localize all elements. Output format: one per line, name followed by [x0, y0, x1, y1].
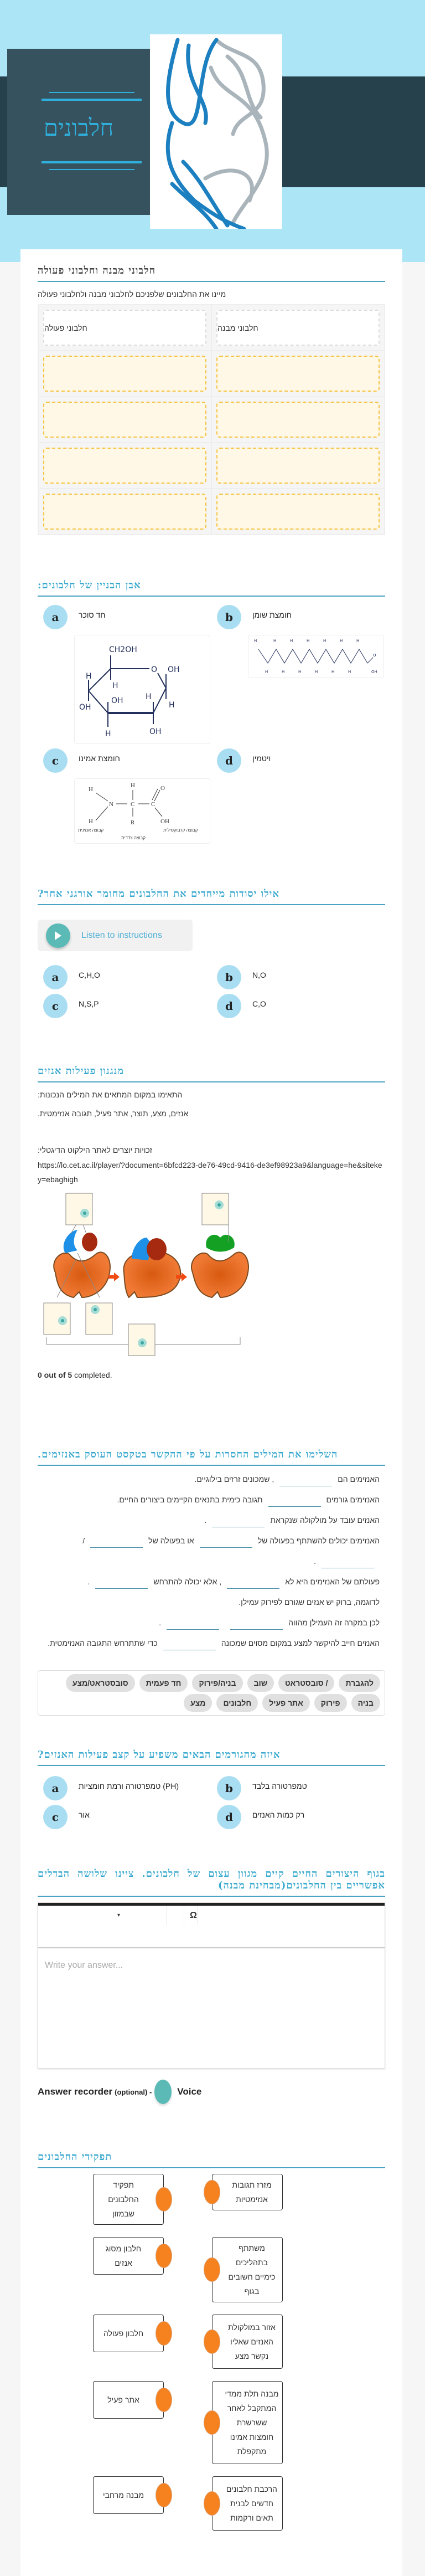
substrate-blue: [64, 1230, 77, 1253]
cloze-text-segment: פעולתם של האנזימים היא לא: [285, 1577, 380, 1586]
connector-handle[interactable]: [156, 2244, 172, 2268]
header-banner: [0, 0, 425, 262]
blank-input[interactable]: [268, 1494, 321, 1507]
sort-grid: [38, 304, 385, 535]
connector-handle[interactable]: [156, 2321, 172, 2346]
match-row: [38, 2174, 385, 2225]
chevron-down-icon: ▾: [117, 1912, 121, 1918]
option-label: אור: [79, 1810, 90, 1819]
option-label: רק כמות האנזים: [252, 1810, 305, 1819]
option-label: חומצת אמינו: [79, 754, 120, 763]
enzyme-shape: [54, 1252, 110, 1297]
svg-text:H: H: [146, 692, 152, 701]
recorder-optional: (optional) -: [115, 2087, 152, 2096]
match-right-wrapper: [212, 2174, 283, 2210]
word-chip[interactable]: בניה: [351, 1694, 380, 1712]
word-chip[interactable]: פירוק: [314, 1694, 347, 1712]
match-right-wrapper: [212, 2237, 283, 2302]
format-dropdown[interactable]: [38, 1906, 167, 1925]
play-icon: [46, 923, 70, 948]
toolbar-spacer: [167, 1906, 184, 1925]
svg-text:H: H: [89, 786, 93, 793]
option-c[interactable]: [38, 994, 211, 1018]
option-b[interactable]: [211, 965, 385, 989]
drop-zone[interactable]: [216, 402, 380, 438]
side-group-label: קבוצה צדדית: [121, 835, 146, 840]
cloze-text-segment: .: [204, 1516, 207, 1525]
match-row: [38, 2381, 385, 2464]
option-label: ויטמין: [252, 754, 271, 763]
blank-input[interactable]: [230, 1617, 283, 1630]
svg-text:H: H: [298, 670, 302, 674]
option-d[interactable]: [211, 748, 385, 844]
option-letter: c: [43, 748, 68, 773]
cloze-line: [38, 1469, 385, 1490]
option-label: טמפרטורה בלבד: [252, 1782, 307, 1790]
option-a[interactable]: [38, 605, 211, 744]
word-bank: [38, 1670, 385, 1716]
match-row: [38, 2237, 385, 2302]
section-title: השלימו את המילים החסרות על פי ההקשר בטקסט העוסק באנזימים.: [38, 1449, 385, 1466]
option-label: C,O: [252, 999, 266, 1008]
svg-text:H: H: [348, 670, 351, 674]
cloze-text-segment: האנזים עובד על מולקולה שנקראת: [270, 1516, 380, 1525]
drop-zone[interactable]: [43, 448, 206, 484]
cloze-text: [38, 1469, 385, 1654]
svg-text:H: H: [112, 681, 118, 690]
svg-text:O: O: [160, 785, 165, 792]
word-chip[interactable]: / סובסטראט: [278, 1674, 334, 1692]
svg-text:H: H: [331, 670, 335, 674]
match-left-wrapper: [93, 2237, 164, 2275]
svg-text:OH: OH: [79, 703, 91, 712]
title-panel: [7, 49, 150, 215]
match-right-wrapper: [212, 2315, 283, 2369]
amino-acid-image: [74, 778, 210, 844]
connector-handle[interactable]: [156, 2187, 172, 2211]
match-item-left[interactable]: חלבון פעולה: [93, 2315, 164, 2352]
connector-handle[interactable]: [156, 2483, 172, 2507]
section-title: תפקידי החלבונים: [38, 2151, 385, 2168]
cloze-text-segment: .: [314, 1557, 316, 1566]
svg-text:H: H: [273, 639, 277, 643]
svg-text:H: H: [307, 639, 310, 643]
source-link[interactable]: https://lo.cet.ac.il/player/?document=6bfcd223-de76-49cd-9416-de3ef98923a9&language=he&sitekey=ebaghigh: [38, 1161, 382, 1184]
svg-text:OH: OH: [111, 696, 123, 705]
cloze-line: [38, 1490, 385, 1510]
cloze-text-segment: האנזימים יכולים להשתתף בפעולה של: [257, 1536, 380, 1545]
instruction: מיינו את החלבונים שלפניכם לחלבוני מבנה ולחלבוני פעולה: [38, 290, 226, 299]
word-chip[interactable]: שוב: [247, 1674, 274, 1692]
option-label: חומצת שומן: [252, 610, 292, 619]
cloze-text-segment: האנזימים גורמים: [326, 1495, 380, 1504]
cloze-line: [38, 1531, 385, 1572]
matching-area: [38, 2174, 385, 2554]
cloze-text-segment: .: [87, 1577, 90, 1586]
match-item-left[interactable]: אתר פעיל: [93, 2381, 164, 2419]
svg-text:H: H: [323, 639, 326, 643]
drop-zone[interactable]: [216, 448, 380, 484]
blank-input[interactable]: [95, 1576, 148, 1589]
cloze-text-segment: .: [159, 1618, 162, 1627]
cloze-text-segment: תגובה כימית בתנאים הקיימים ביצורים החיים.: [117, 1495, 263, 1504]
match-left-wrapper: [93, 2174, 164, 2225]
svg-text:H: H: [290, 639, 293, 643]
section-title: איזה מהגורמים הבאים משפיע על קצב פעילות האנזים?: [38, 1749, 385, 1766]
option-letter: d: [217, 748, 241, 773]
cloze-section: [38, 1449, 385, 1716]
match-left-wrapper: [93, 2315, 164, 2352]
cloze-line: [38, 1572, 385, 1592]
svg-text:H: H: [265, 670, 268, 674]
page-title: חלבונים: [43, 114, 114, 141]
word-chip[interactable]: אתר פעיל: [262, 1694, 310, 1712]
record-button[interactable]: [154, 2080, 172, 2104]
option-letter: b: [217, 605, 241, 629]
match-item-left[interactable]: תפקיד החלבונים שבמזון: [93, 2174, 164, 2225]
svg-text:OH: OH: [168, 665, 180, 674]
option-label: C,H,O: [79, 971, 100, 979]
match-item-right[interactable]: משתתף בתהליכים כימיים חשובים בגוף: [212, 2237, 283, 2302]
substrate-red: [82, 1233, 97, 1251]
option-label: (PH) טמפרטורה ורמת חומציות: [79, 1782, 179, 1790]
blank-input[interactable]: [212, 1514, 265, 1527]
word-chip[interactable]: חד פעמית: [139, 1674, 188, 1692]
option-a[interactable]: [38, 965, 211, 989]
option-letter: a: [43, 1776, 68, 1800]
svg-text:C: C: [151, 801, 156, 808]
cloze-line: [38, 1633, 385, 1654]
blank-input[interactable]: [90, 1535, 143, 1548]
section-title: אילו יסודות מייחדים את החלבונים מחומר אורגני אחר?: [38, 888, 385, 905]
match-left-wrapper: [93, 2381, 164, 2419]
option-letter: b: [217, 1776, 241, 1800]
match-item-right[interactable]: אזור במולקולת האנזים שאליו נקשר מצע: [212, 2315, 283, 2369]
word-chip[interactable]: בניה/פירוק: [192, 1674, 242, 1692]
drop-target: [202, 1193, 229, 1225]
listen-button[interactable]: [38, 920, 193, 951]
column-header-action: חלבוני פעולה: [43, 310, 206, 346]
cloze-text-segment: או בפעולה של: [148, 1536, 194, 1545]
svg-text:OH: OH: [149, 727, 162, 736]
blank-input[interactable]: [322, 1555, 374, 1568]
svg-text:H: H: [89, 818, 93, 825]
voice-label: Voice: [177, 2086, 202, 2097]
connector-handle[interactable]: [204, 2491, 220, 2516]
open-question-section: [38, 1868, 385, 2104]
blank-input[interactable]: [279, 1473, 332, 1486]
section-title: מנגנון פעילות אנזים: [38, 1065, 385, 1082]
connector-handle[interactable]: [204, 2329, 220, 2354]
svg-text:H: H: [282, 670, 285, 674]
svg-text:OH: OH: [160, 818, 169, 825]
blank-input[interactable]: [163, 1637, 216, 1650]
building-blocks-section: [38, 579, 385, 844]
mechanism-section: [38, 1065, 385, 1379]
drop-zone[interactable]: [43, 494, 206, 530]
drop-zone[interactable]: [216, 494, 380, 530]
amine-label: קבוצה אמינית: [78, 828, 104, 833]
sugar-label: CH2OH: [109, 645, 137, 654]
section-title: אבן הבניין של חלבונים:: [38, 579, 385, 597]
cloze-line: [38, 1510, 385, 1531]
option-b[interactable]: [211, 605, 385, 744]
cloze-text-segment: , שמכונים זרזים בילוגיים.: [194, 1475, 274, 1484]
monosaccharide-image: [74, 635, 210, 744]
match-row: [38, 2476, 385, 2531]
option-d[interactable]: [211, 994, 385, 1018]
credit-text: זכויות יוצרים לאתר הילקוט הדיגטלי:: [38, 1146, 153, 1154]
section-title: בגוף היצורים החיים קיים מגוון עצום של חלבונים. ציינו שלושה הבדלים אפשריים בין החלבונים(מבחינת מבנה): [38, 1868, 385, 1897]
option-c[interactable]: [38, 1805, 211, 1829]
match-right-wrapper: [212, 2381, 283, 2464]
cloze-text-segment: האנזים חייב להיקשר למצע במקום מסוים שמכונה: [221, 1639, 380, 1648]
option-letter: c: [43, 994, 68, 1018]
match-item-left[interactable]: מבנה מרחבי: [93, 2476, 164, 2514]
carboxyl-label: קבוצה קרבוקסילית: [163, 828, 198, 833]
word-list: אנזים, מצע, תוצר, אתר פעיל, תגובה אנזימטית.: [38, 1109, 189, 1118]
option-letter: a: [43, 965, 68, 989]
match-left-wrapper: [93, 2476, 164, 2514]
drop-zone[interactable]: [216, 356, 380, 392]
svg-text:H: H: [131, 782, 135, 789]
cloze-text-segment: האנזימים הם: [338, 1475, 380, 1484]
section-title: חלבוני מבנה וחלבוני פעולה: [38, 265, 385, 282]
option-a[interactable]: [38, 1776, 211, 1800]
column-header-structure: חלבוני מבנה: [216, 310, 380, 346]
fatty-acid-image: [248, 635, 384, 678]
blank-input[interactable]: [227, 1576, 279, 1589]
protein-ribbon-image: [150, 34, 282, 229]
progress-count: 0 out of 5: [38, 1371, 72, 1379]
progress-text: [38, 1371, 385, 1379]
word-chip[interactable]: חלבונים: [216, 1694, 258, 1712]
rate-section: [38, 1749, 385, 1829]
svg-text:H: H: [315, 670, 318, 674]
enzyme-shape: [191, 1252, 248, 1297]
option-label: N,O: [252, 971, 266, 979]
answer-textarea[interactable]: Write your answer...: [38, 1947, 385, 2068]
cloze-text-segment: כדי שתתרחש התגובה האנזימטית.: [48, 1639, 158, 1648]
cloze-text-segment: /: [82, 1536, 85, 1545]
svg-text:N: N: [109, 801, 113, 808]
complex-red: [147, 1238, 167, 1260]
svg-text:H: H: [340, 639, 343, 643]
option-letter: d: [217, 994, 241, 1018]
connector-handle[interactable]: [204, 2180, 220, 2204]
cloze-line: [38, 1592, 385, 1613]
connector-handle[interactable]: [204, 2410, 220, 2435]
option-label: חד סוכר: [79, 610, 106, 619]
svg-text:C: C: [131, 801, 135, 808]
match-item-right[interactable]: מזרז תגובות אנזימטיות: [212, 2174, 283, 2210]
progress-label: completed.: [72, 1371, 112, 1379]
option-b[interactable]: [211, 1776, 385, 1800]
svg-text:H: H: [105, 730, 111, 738]
product-green: [206, 1235, 235, 1252]
worksheet-card: [20, 249, 402, 2576]
option-label: N,S,P: [79, 999, 99, 1008]
cloze-line: [38, 1613, 385, 1633]
connector-handle[interactable]: [156, 2388, 172, 2412]
svg-text:H: H: [169, 701, 175, 710]
match-item-right[interactable]: הרכבת חלבונים חדשים לבנית תאים ורקמות: [212, 2476, 283, 2531]
svg-text:O: O: [373, 653, 376, 658]
enzyme-diagram: [38, 1192, 386, 1361]
drop-zone[interactable]: [43, 402, 206, 438]
drop-target: [66, 1193, 92, 1225]
blank-input[interactable]: [167, 1617, 219, 1630]
drop-zone[interactable]: [43, 356, 206, 392]
svg-text:H: H: [86, 672, 92, 681]
option-c[interactable]: [38, 748, 211, 844]
option-letter: b: [217, 965, 241, 989]
cloze-text-segment: לדוגמה, ברוק יש אנזים שגורם לפירוק עמילן.: [239, 1598, 380, 1607]
recorder-label: Answer recorder: [38, 2086, 113, 2097]
editor-toolbar: [38, 1903, 385, 1947]
cloze-text-segment: , אלא יכולה להתרחש: [153, 1577, 222, 1586]
svg-text:R: R: [131, 819, 135, 826]
word-chip[interactable]: סובסטראט/מצע: [66, 1674, 135, 1692]
omega-icon[interactable]: [184, 1906, 198, 1925]
blank-input[interactable]: [200, 1535, 252, 1548]
elements-section: [38, 888, 385, 1018]
option-letter: c: [43, 1805, 68, 1829]
svg-text:H: H: [356, 639, 360, 643]
sort-section: [38, 249, 385, 535]
match-item-left[interactable]: חלבון מסוג אנזים: [93, 2237, 164, 2275]
rich-text-editor: [38, 1902, 385, 2069]
svg-text:O: O: [151, 665, 158, 674]
cloze-text-segment: לכן במקרה זה העמילן מהווה: [288, 1618, 380, 1627]
svg-text:OH: OH: [371, 670, 377, 674]
match-row: [38, 2315, 385, 2369]
svg-text:H: H: [254, 639, 257, 643]
option-d[interactable]: [211, 1805, 385, 1829]
match-item-right[interactable]: מבנה תלת ממדי המתקבל לאחר ששרשרת חומצות אמינו מתקפלת: [212, 2381, 283, 2464]
instruction: התאימו במקום המתאים את המילים הנכונות:: [38, 1090, 183, 1099]
word-chip[interactable]: להגברת: [339, 1674, 380, 1692]
listen-label: Listen to instructions: [81, 930, 162, 940]
connector-handle[interactable]: [204, 2257, 220, 2282]
match-right-wrapper: [212, 2476, 283, 2531]
answer-recorder: [38, 2080, 385, 2104]
option-letter: d: [217, 1805, 241, 1829]
roles-section: [38, 2151, 385, 2554]
special-char-button[interactable]: Ω: [190, 1910, 197, 1920]
word-chip[interactable]: מצע: [184, 1694, 212, 1712]
option-letter: a: [43, 605, 68, 629]
